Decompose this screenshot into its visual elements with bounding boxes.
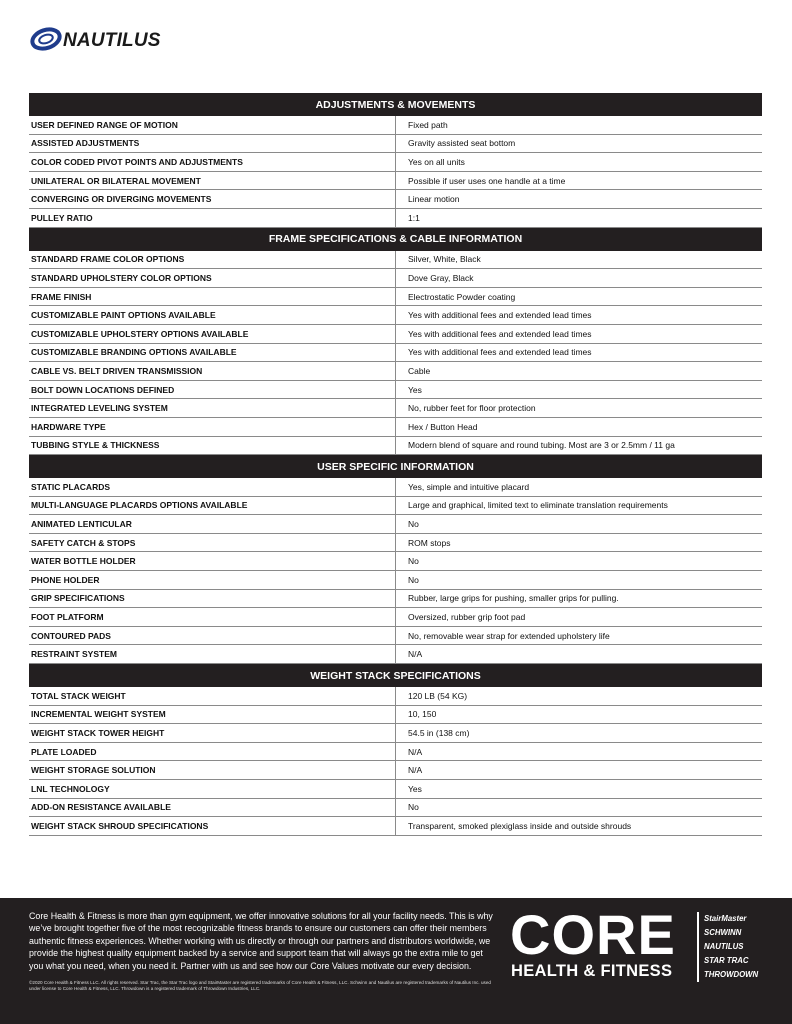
spec-value: ROM stops	[396, 533, 763, 552]
spec-row	[29, 705, 762, 724]
spec-value: No, rubber feet for floor protection	[396, 399, 763, 418]
spec-row	[29, 761, 762, 780]
brand-name: STAR TRAC	[704, 955, 749, 965]
core-logo-word: CORE	[510, 903, 676, 966]
spec-row	[29, 324, 762, 343]
spec-row	[29, 687, 762, 705]
spec-row	[29, 552, 762, 571]
footer-legal-text: ©2020 Core Health & Fitness LLC. All rights reserved. Star Trac, the Star Trac logo and StairMaster are registered trademarks of Core Health & Fitness, LLC. Schwinn and Nautilus are registered trademarks of Nautilus Inc. used under license to Core Health & Fitness, LLC. Throwdown is a registered trademark of Throwdown Industries, LLC.	[29, 980, 491, 992]
spec-row	[29, 287, 762, 306]
spec-row	[29, 496, 762, 515]
spec-row	[29, 533, 762, 552]
spec-value: Modern blend of square and round tubing. Most are 3 or 2.5mm / 11 ga	[396, 436, 763, 455]
spec-label: SAFETY CATCH & STOPS	[29, 533, 396, 552]
spec-label: STANDARD FRAME COLOR OPTIONS	[29, 251, 396, 269]
spec-value: 10, 150	[396, 705, 763, 724]
spec-row	[29, 724, 762, 743]
spec-label: ASSISTED ADJUSTMENTS	[29, 134, 396, 153]
spec-value: Silver, White, Black	[396, 251, 763, 269]
spec-row	[29, 153, 762, 172]
spec-row	[29, 269, 762, 288]
nautilus-swoosh-icon	[30, 25, 64, 53]
brand-name: SCHWINN	[704, 927, 742, 937]
section-title: FRAME SPECIFICATIONS & CABLE INFORMATION	[29, 227, 762, 251]
spec-row	[29, 343, 762, 362]
spec-value: No	[396, 552, 763, 571]
spec-label: LNL TECHNOLOGY	[29, 780, 396, 799]
spec-label: WEIGHT STORAGE SOLUTION	[29, 761, 396, 780]
spec-label: USER DEFINED RANGE OF MOTION	[29, 116, 396, 134]
spec-label: FOOT PLATFORM	[29, 608, 396, 627]
spec-row	[29, 171, 762, 190]
spec-label: RESTRAINT SYSTEM	[29, 645, 396, 664]
spec-label: WEIGHT STACK SHROUD SPECIFICATIONS	[29, 817, 396, 836]
brand-name: NAUTILUS	[704, 941, 744, 951]
spec-value: Oversized, rubber grip foot pad	[396, 608, 763, 627]
spec-label: ANIMATED LENTICULAR	[29, 515, 396, 534]
spec-label: BOLT DOWN LOCATIONS DEFINED	[29, 380, 396, 399]
spec-label: STANDARD UPHOLSTERY COLOR OPTIONS	[29, 269, 396, 288]
core-logo-subtitle: HEALTH & FITNESS	[511, 962, 673, 980]
spec-label: CABLE VS. BELT DRIVEN TRANSMISSION	[29, 362, 396, 381]
spec-value: Yes with additional fees and extended lead times	[396, 324, 763, 343]
nautilus-logo	[30, 25, 180, 55]
spec-value: Fixed path	[396, 116, 763, 134]
spec-label: UNILATERAL OR BILATERAL MOVEMENT	[29, 171, 396, 190]
spec-row	[29, 399, 762, 418]
footer-paragraph: Core Health & Fitness is more than gym equipment, we offer innovative solutions for all your facility needs. This is why we’ve brought together five of the most recognizable fitness brands to ensure our customers can offer their members authentic fitness experiences. Whether working with us directly or through our partners and distributors worldwide, we provide the highest quality equipment backed by a service and support team that will always go the extra mile to get you what you need, when you need it. Partner with us and see how our Core Values motivate our every decision.	[29, 911, 493, 971]
section-header-row	[29, 455, 762, 479]
spec-value: Electrostatic Powder coating	[396, 287, 763, 306]
brand-name: THROWDOWN	[704, 969, 759, 979]
spec-label: INTEGRATED LEVELING SYSTEM	[29, 399, 396, 418]
spec-value: No	[396, 798, 763, 817]
spec-value: Yes on all units	[396, 153, 763, 172]
spec-label: STATIC PLACARDS	[29, 478, 396, 496]
spec-label: PULLEY RATIO	[29, 208, 396, 227]
spec-label: COLOR CODED PIVOT POINTS AND ADJUSTMENTS	[29, 153, 396, 172]
spec-value: N/A	[396, 761, 763, 780]
spec-label: WEIGHT STACK TOWER HEIGHT	[29, 724, 396, 743]
spec-label: CUSTOMIZABLE BRANDING OPTIONS AVAILABLE	[29, 343, 396, 362]
spec-value: Gravity assisted seat bottom	[396, 134, 763, 153]
spec-row	[29, 436, 762, 455]
spec-row	[29, 817, 762, 836]
logo-text: NAUTILUS	[63, 30, 161, 51]
spec-row	[29, 134, 762, 153]
brand-list	[704, 912, 784, 982]
spec-value: Rubber, large grips for pushing, smaller grips for pulling.	[396, 589, 763, 608]
spec-label: HARDWARE TYPE	[29, 417, 396, 436]
spec-row	[29, 780, 762, 799]
spec-row	[29, 417, 762, 436]
spec-label: GRIP SPECIFICATIONS	[29, 589, 396, 608]
section-header-row	[29, 664, 762, 688]
spec-value: 1:1	[396, 208, 763, 227]
spec-value: Transparent, smoked plexiglass inside and outside shrouds	[396, 817, 763, 836]
spec-value: Yes	[396, 780, 763, 799]
spec-value: Dove Gray, Black	[396, 269, 763, 288]
spec-value: 120 LB (54 KG)	[396, 687, 763, 705]
core-logo-divider	[697, 912, 699, 982]
spec-row	[29, 208, 762, 227]
spec-label: INCREMENTAL WEIGHT SYSTEM	[29, 705, 396, 724]
spec-label: CONTOURED PADS	[29, 626, 396, 645]
spec-label: ADD-ON RESISTANCE AVAILABLE	[29, 798, 396, 817]
spec-label: FRAME FINISH	[29, 287, 396, 306]
spec-value: No, removable wear strap for extended upholstery life	[396, 626, 763, 645]
spec-row	[29, 626, 762, 645]
spec-value: Yes with additional fees and extended lead times	[396, 343, 763, 362]
spec-label: WATER BOTTLE HOLDER	[29, 552, 396, 571]
spec-row	[29, 645, 762, 664]
spec-value: No	[396, 571, 763, 590]
spec-row	[29, 116, 762, 134]
spec-row	[29, 362, 762, 381]
section-title: USER SPECIFIC INFORMATION	[29, 455, 762, 479]
section-title: ADJUSTMENTS & MOVEMENTS	[29, 93, 762, 116]
spec-value: Hex / Button Head	[396, 417, 763, 436]
spec-row	[29, 571, 762, 590]
brand-name: StairMaster	[704, 914, 747, 923]
spec-row	[29, 380, 762, 399]
spec-value: Cable	[396, 362, 763, 381]
spec-row	[29, 190, 762, 209]
spec-label: CUSTOMIZABLE UPHOLSTERY OPTIONS AVAILABLE	[29, 324, 396, 343]
spec-row	[29, 798, 762, 817]
spec-label: CONVERGING OR DIVERGING MOVEMENTS	[29, 190, 396, 209]
spec-row	[29, 251, 762, 269]
spec-row	[29, 478, 762, 496]
spec-value: Possible if user uses one handle at a time	[396, 171, 763, 190]
spec-row	[29, 742, 762, 761]
spec-value: N/A	[396, 645, 763, 664]
spec-label: TUBBING STYLE & THICKNESS	[29, 436, 396, 455]
spec-label: TOTAL STACK WEIGHT	[29, 687, 396, 705]
spec-value: Large and graphical, limited text to eliminate translation requirements	[396, 496, 763, 515]
spec-label: PHONE HOLDER	[29, 571, 396, 590]
spec-row	[29, 608, 762, 627]
section-header-row	[29, 93, 762, 116]
spec-value: 54.5 in (138 cm)	[396, 724, 763, 743]
section-title: WEIGHT STACK SPECIFICATIONS	[29, 664, 762, 688]
spec-value: No	[396, 515, 763, 534]
spec-value: Linear motion	[396, 190, 763, 209]
spec-value: Yes, simple and intuitive placard	[396, 478, 763, 496]
footer	[0, 898, 792, 1024]
spec-value: Yes	[396, 380, 763, 399]
spec-row	[29, 306, 762, 325]
spec-value: N/A	[396, 742, 763, 761]
spec-label: CUSTOMIZABLE PAINT OPTIONS AVAILABLE	[29, 306, 396, 325]
spec-row	[29, 589, 762, 608]
spec-table	[29, 93, 762, 836]
spec-label: PLATE LOADED	[29, 742, 396, 761]
spec-label: MULTI-LANGUAGE PLACARDS OPTIONS AVAILABLE	[29, 496, 396, 515]
spec-row	[29, 515, 762, 534]
spec-value: Yes with additional fees and extended lead times	[396, 306, 763, 325]
section-header-row	[29, 227, 762, 251]
